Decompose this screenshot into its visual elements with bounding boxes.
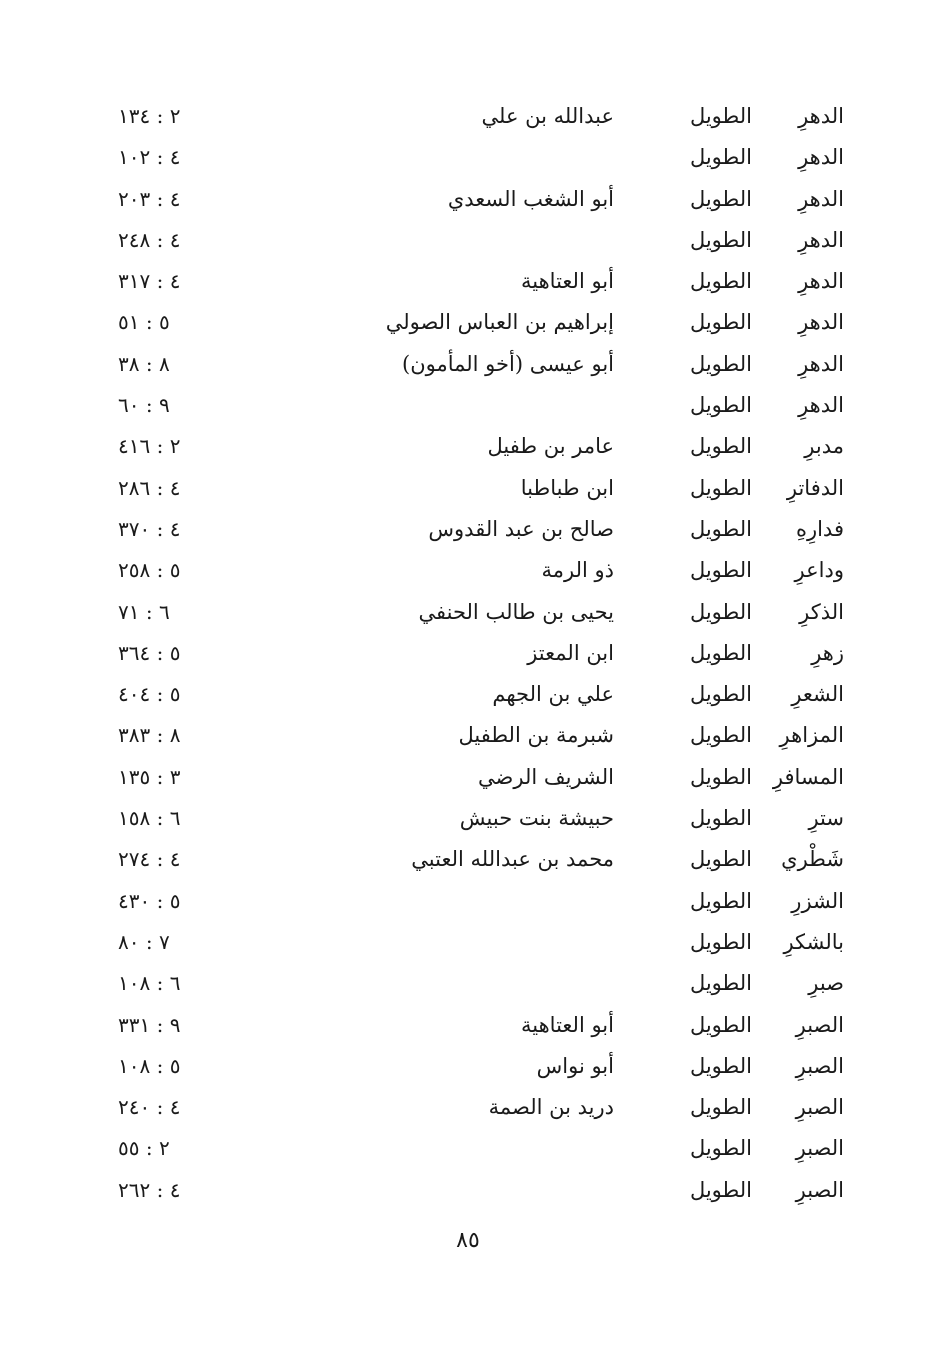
table-row xyxy=(0,633,936,674)
rhyme-cell: المسافرِ xyxy=(772,764,844,789)
poet-cell: يحيى بن طالب الحنفي xyxy=(418,599,614,624)
meter-cell: الطويل xyxy=(689,1136,752,1161)
meter-cell: الطويل xyxy=(689,475,752,500)
rhyme-cell: الدهرِ xyxy=(798,351,844,376)
poet-cell: صالح بن عبد القدوس xyxy=(428,516,614,541)
meter-cell: الطويل xyxy=(689,227,752,252)
table-row xyxy=(0,426,936,467)
table-row xyxy=(0,963,936,1004)
rhyme-cell: الدهرِ xyxy=(798,186,844,211)
meter-cell: الطويل xyxy=(689,806,752,831)
meter-cell: الطويل xyxy=(689,1012,752,1037)
meter-cell: الطويل xyxy=(689,434,752,459)
meter-cell: الطويل xyxy=(689,764,752,789)
reference-cell: ٢ : ١٣٤ xyxy=(118,104,181,128)
rhyme-cell: الشزرِ xyxy=(791,888,844,913)
poet-cell: عبدالله بن علي xyxy=(481,104,614,128)
poet-cell: إبراهيم بن العباس الصولي xyxy=(385,310,614,335)
table-row xyxy=(0,674,936,715)
reference-cell: ٧ : ٨٠ xyxy=(118,929,170,954)
rhyme-cell: الصبرِ xyxy=(795,1177,844,1202)
reference-cell: ٥ : ٤٣٠ xyxy=(118,888,181,913)
rhyme-cell: الدهرِ xyxy=(798,104,844,128)
reference-cell: ٨ : ٣٨ xyxy=(118,351,170,376)
table-row xyxy=(0,715,936,756)
table-row xyxy=(0,592,936,633)
poet-cell: علي بن الجهم xyxy=(492,682,614,707)
meter-cell: الطويل xyxy=(689,351,752,376)
meter-cell: الطويل xyxy=(689,1053,752,1078)
reference-cell: ٦ : ٧١ xyxy=(118,599,170,624)
table-row xyxy=(0,798,936,839)
reference-cell: ٥ : ٤٠٤ xyxy=(118,682,181,707)
poet-cell: ذو الرمة xyxy=(541,558,614,583)
reference-cell: ٦ : ١٠٨ xyxy=(118,971,181,996)
poet-cell: ابن طباطبا xyxy=(520,475,614,500)
poet-cell: محمد بن عبدالله العتبي xyxy=(411,847,614,872)
page-number: ٨٥ xyxy=(456,1228,480,1253)
rhyme-cell: الدهرِ xyxy=(798,145,844,170)
poet-cell: الشريف الرضي xyxy=(478,764,614,789)
reference-cell: ٤ : ٢٦٢ xyxy=(118,1177,181,1202)
table-row xyxy=(0,881,936,922)
meter-cell: الطويل xyxy=(689,1095,752,1120)
rhyme-cell: الدهرِ xyxy=(798,269,844,294)
rhyme-cell: الصبرِ xyxy=(795,1136,844,1161)
table-row xyxy=(0,509,936,550)
reference-cell: ٤ : ٣٧٠ xyxy=(118,516,181,541)
table-row xyxy=(0,1128,936,1169)
reference-cell: ٢ : ٤١٦ xyxy=(118,434,181,459)
table-row xyxy=(0,1087,936,1128)
reference-cell: ٦ : ١٥٨ xyxy=(118,806,181,831)
reference-cell: ٢ : ٥٥ xyxy=(118,1136,170,1161)
table-row xyxy=(0,468,936,509)
poet-cell: عامر بن طفيل xyxy=(487,434,614,459)
rhyme-cell: الصبرِ xyxy=(795,1095,844,1120)
table-row xyxy=(0,137,936,178)
meter-cell: الطويل xyxy=(689,145,752,170)
table-row xyxy=(0,839,936,880)
table-row xyxy=(0,1046,936,1087)
rhyme-cell: سترِ xyxy=(808,806,844,831)
table-row xyxy=(0,1005,936,1046)
rhyme-cell: الدهرِ xyxy=(798,310,844,335)
rhyme-cell: زهرِ xyxy=(811,640,844,665)
rhyme-cell: صبرِ xyxy=(808,971,844,996)
rhyme-cell: وداعرِ xyxy=(794,558,844,583)
reference-cell: ٥ : ٥١ xyxy=(118,310,170,335)
meter-cell: الطويل xyxy=(689,929,752,954)
rhyme-cell: الدفاترِ xyxy=(786,475,844,500)
poet-cell: أبو العتاهية xyxy=(521,269,614,294)
rhyme-cell: شَطْري xyxy=(781,847,844,872)
rhyme-cell: الشعرِ xyxy=(791,682,844,707)
table-row xyxy=(0,302,936,343)
table-row xyxy=(0,179,936,220)
reference-cell: ٤ : ٢٤٨ xyxy=(118,227,181,252)
meter-cell: الطويل xyxy=(689,971,752,996)
meter-cell: الطويل xyxy=(689,269,752,294)
poetry-index-table xyxy=(0,96,936,1211)
reference-cell: ٤ : ٢٧٤ xyxy=(118,847,181,872)
reference-cell: ٤ : ٢٤٠ xyxy=(118,1095,181,1120)
poet-cell: أبو الشغب السعدي xyxy=(447,186,614,211)
table-row xyxy=(0,220,936,261)
reference-cell: ٤ : ١٠٢ xyxy=(118,145,181,170)
meter-cell: الطويل xyxy=(689,516,752,541)
poet-cell: حبيشة بنت حبيش xyxy=(459,806,614,831)
table-row xyxy=(0,344,936,385)
reference-cell: ٥ : ١٠٨ xyxy=(118,1053,181,1078)
meter-cell: الطويل xyxy=(689,640,752,665)
meter-cell: الطويل xyxy=(689,723,752,748)
reference-cell: ٥ : ٢٥٨ xyxy=(118,558,181,583)
poet-cell: أبو عيسى (أخو المأمون) xyxy=(402,351,614,376)
rhyme-cell: مدبرِ xyxy=(804,434,844,459)
table-row xyxy=(0,96,936,137)
reference-cell: ٥ : ٣٦٤ xyxy=(118,640,181,665)
table-row xyxy=(0,757,936,798)
meter-cell: الطويل xyxy=(689,847,752,872)
reference-cell: ٩ : ٦٠ xyxy=(118,393,170,418)
meter-cell: الطويل xyxy=(689,186,752,211)
table-row xyxy=(0,261,936,302)
rhyme-cell: فدارِهِ xyxy=(795,516,844,541)
rhyme-cell: الصبرِ xyxy=(795,1012,844,1037)
rhyme-cell: الدهرِ xyxy=(798,393,844,418)
reference-cell: ٨ : ٣٨٣ xyxy=(118,723,181,748)
reference-cell: ٤ : ٢٠٣ xyxy=(118,186,181,211)
poet-cell: أبو نواس xyxy=(536,1053,614,1078)
meter-cell: الطويل xyxy=(689,1177,752,1202)
poet-cell: أبو العتاهية xyxy=(521,1012,614,1037)
reference-cell: ٣ : ١٣٥ xyxy=(118,764,181,789)
rhyme-cell: المزاهرِ xyxy=(779,723,844,748)
poet-cell: شبرمة بن الطفيل xyxy=(458,723,614,748)
meter-cell: الطويل xyxy=(689,558,752,583)
meter-cell: الطويل xyxy=(689,682,752,707)
table-row xyxy=(0,385,936,426)
rhyme-cell: الصبرِ xyxy=(795,1053,844,1078)
rhyme-cell: الذكرِ xyxy=(799,599,844,624)
meter-cell: الطويل xyxy=(689,599,752,624)
reference-cell: ٩ : ٣٣١ xyxy=(118,1012,181,1037)
table-row xyxy=(0,922,936,963)
meter-cell: الطويل xyxy=(689,888,752,913)
rhyme-cell: الدهرِ xyxy=(798,227,844,252)
rhyme-cell: بالشكرِ xyxy=(783,929,844,954)
meter-cell: الطويل xyxy=(689,310,752,335)
table-row xyxy=(0,1170,936,1211)
poet-cell: دريد بن الصمة xyxy=(488,1095,614,1120)
poet-cell: ابن المعتز xyxy=(527,640,614,665)
meter-cell: الطويل xyxy=(689,104,752,128)
reference-cell: ٤ : ٢٨٦ xyxy=(118,475,181,500)
reference-cell: ٤ : ٣١٧ xyxy=(118,269,181,294)
table-row xyxy=(0,550,936,591)
meter-cell: الطويل xyxy=(689,393,752,418)
